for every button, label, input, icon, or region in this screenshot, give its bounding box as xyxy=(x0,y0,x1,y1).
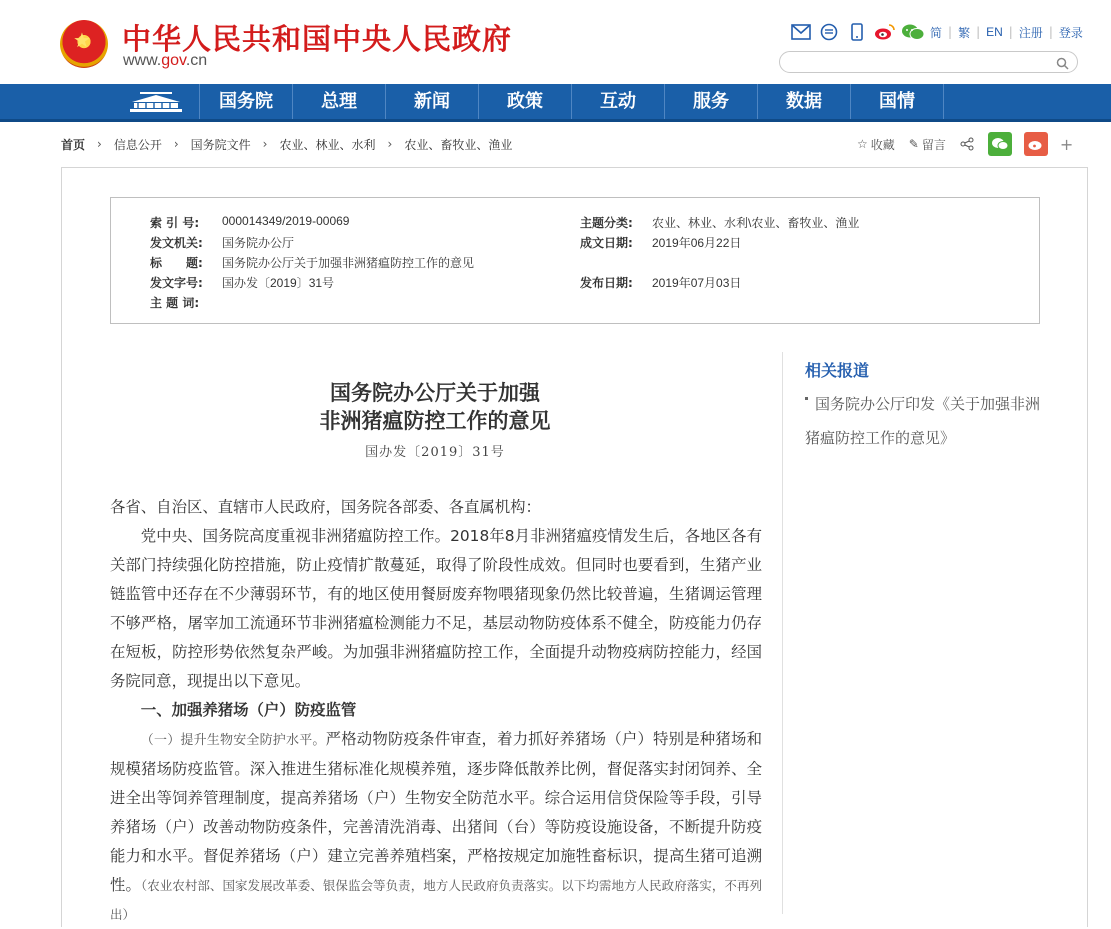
subsection-lead: （一）提升生物安全防护水平。 xyxy=(140,733,326,748)
collect-label: 收藏 xyxy=(870,137,895,152)
meta-date-label: 成文日期: xyxy=(580,236,633,250)
weibo-share-icon[interactable] xyxy=(1024,132,1048,156)
tool-separator: | xyxy=(1008,25,1013,39)
home-nav-icon[interactable] xyxy=(112,84,200,119)
meta-date-value: 2019年06月22日 xyxy=(652,236,742,250)
wechat-share-icon[interactable] xyxy=(988,132,1012,156)
weibo-icon[interactable] xyxy=(874,21,896,43)
nav-item-services[interactable]: 服务 xyxy=(665,84,758,119)
meta-pubdate-row xyxy=(580,274,741,291)
nav-item-news[interactable]: 新闻 xyxy=(386,84,479,119)
breadcrumb-agri-forest-water[interactable]: 农业、林业、水利 xyxy=(279,137,376,152)
lang-english-link[interactable]: EN xyxy=(986,25,1003,39)
article-heading: 一、加强养猪场（户）防疫监管 xyxy=(140,701,357,719)
comment-button[interactable] xyxy=(909,136,946,153)
subsection-text: 严格动物防疫条件审查，着力抓好养猪场（户）特别是种猪场和规模猪场防疫监管。深入推进生猪标准化规模养殖，逐步降低散养比例，督促落实封闭饲养、全进全出等饲养管理制度，提高养猪场（户）生物安全防范水平。综合运用信贷保险等手段，引导养猪场（户）改善动物防疫条件，完善清洗消毒、出猪间（台）等防疫设施设备，不断提升防疫能力和水平。督促养猪场（户）建立完善养殖档案，严格按规定加施牲畜标识，提高生猪可追溯性。 xyxy=(110,730,762,894)
mobile-icon[interactable] xyxy=(846,21,868,43)
responsibility-note: （农业农村部、国家发展改革委、银保监会等负责，地方人民政府负责落实。以下均需地方人民政府落实，不再列出） xyxy=(110,878,762,922)
register-link[interactable]: 注册 xyxy=(1018,25,1043,40)
header-tools xyxy=(790,20,1083,44)
chevron-right-icon: › xyxy=(262,137,268,151)
article-actions xyxy=(857,131,1073,157)
meta-title-row xyxy=(150,254,474,271)
nav-item-policy[interactable]: 政策 xyxy=(479,84,572,119)
related-report-link[interactable]: 国务院办公厅印发《关于加强非洲猪瘟防控工作的意见》 xyxy=(805,395,1041,447)
tool-separator: | xyxy=(976,25,981,39)
login-link[interactable]: 登录 xyxy=(1058,25,1083,40)
sidebar-divider xyxy=(782,352,783,914)
share-icon[interactable] xyxy=(960,137,974,151)
tool-separator: | xyxy=(1048,25,1053,39)
breadcrumb xyxy=(61,136,512,152)
site-url xyxy=(123,52,207,70)
nav-item-national-info[interactable]: 国情 xyxy=(851,84,944,119)
document-metadata xyxy=(110,197,1040,324)
meta-docno-label: 发文字号: xyxy=(150,276,203,290)
nav-list xyxy=(200,84,944,119)
meta-keyword-row xyxy=(150,294,222,311)
breadcrumb-info-disclosure[interactable]: 信息公开 xyxy=(113,137,162,152)
main-nav xyxy=(0,84,1111,122)
article-docno: 国办发〔2019〕31号 xyxy=(365,445,505,460)
meta-title-value: 国务院办公厅关于加强非洲猪瘟防控工作的意见 xyxy=(222,256,475,270)
article-paragraph: 党中央、国务院高度重视非洲猪瘟防控工作。2018年8月非洲猪瘟疫情发生后，各地区各有关部门持续强化防控措施，防止疫情扩散蔓延，取得了阶段性成效。但同时也要看到，生猪产业链监管中还存在不少薄弱环节，有的地区使用餐厨废弃物喂猪现象仍然比较普遍，生猪调运管理不够严格，屠宰加工流通环节非洲猪瘟检测能力不足，基层动物防疫体系不健全，防疫能力仍存在短板，防控形势依然复杂严峻。为加强非洲猪瘟防控工作，全面提升动物疫病防控能力，经国务院同意，现提出以下意见。 xyxy=(110,527,762,690)
meta-issuer-row xyxy=(150,234,294,251)
nav-item-interaction[interactable]: 互动 xyxy=(572,84,665,119)
breadcrumb-state-council-docs[interactable]: 国务院文件 xyxy=(190,137,251,152)
breadcrumb-agri-livestock-fishery[interactable]: 农业、畜牧业、渔业 xyxy=(404,137,513,152)
chevron-right-icon: › xyxy=(97,137,102,151)
article-title xyxy=(110,379,760,435)
url-prefix: www. xyxy=(123,52,162,69)
article-title-line2: 非洲猪瘟防控工作的意见 xyxy=(319,408,551,433)
nav-item-premier[interactable]: 总理 xyxy=(293,84,386,119)
meta-title-label: 标 题: xyxy=(150,256,203,270)
url-main: gov xyxy=(161,52,186,69)
meta-topic-value: 农业、林业、水利\农业、畜牧业、渔业 xyxy=(652,216,860,230)
meta-index-label: 索 引 号: xyxy=(150,216,200,230)
meta-index-value: 000014349/2019-00069 xyxy=(222,214,350,228)
article-paragraph xyxy=(110,725,762,929)
url-suffix: .cn xyxy=(185,52,208,69)
article-title-line1: 国务院办公厅关于加强 xyxy=(330,380,540,405)
related-reports-title: 相关报道 xyxy=(805,361,870,380)
related-report-item[interactable] xyxy=(805,387,1045,455)
lang-traditional-link[interactable]: 繁 xyxy=(958,25,971,40)
message-icon[interactable] xyxy=(818,21,840,43)
chevron-right-icon: › xyxy=(173,137,179,151)
tool-separator: | xyxy=(948,25,953,39)
search-input[interactable] xyxy=(790,53,1050,73)
article-salutation: 各省、自治区、直辖市人民政府，国务院各部委、各直属机构： xyxy=(110,498,541,516)
mail-icon[interactable] xyxy=(790,21,812,43)
meta-topic-label: 主题分类: xyxy=(580,216,633,230)
meta-keyword-label: 主 题 词: xyxy=(150,296,200,310)
collect-button[interactable] xyxy=(857,136,895,153)
meta-issuer-value: 国务院办公厅 xyxy=(222,236,295,250)
wechat-icon[interactable] xyxy=(902,21,924,43)
site-header xyxy=(0,0,1111,84)
more-share-icon[interactable]: + xyxy=(1059,134,1074,154)
site-title[interactable]: 中华人民共和国中央人民政府 xyxy=(122,22,513,56)
lang-simplified-link[interactable]: 简 xyxy=(930,25,943,40)
search-box xyxy=(779,51,1078,73)
meta-topic-row xyxy=(580,214,859,231)
nav-item-state-council[interactable]: 国务院 xyxy=(200,84,293,119)
meta-issuer-label: 发文机关: xyxy=(150,236,203,250)
breadcrumb-home[interactable]: 首页 xyxy=(61,137,86,152)
meta-docno-row xyxy=(150,274,334,291)
bullet-icon xyxy=(805,397,808,400)
meta-pubdate-label: 发布日期: xyxy=(580,276,633,290)
national-emblem-icon[interactable]: ★ xyxy=(60,20,108,68)
article-body xyxy=(110,493,762,929)
comment-label: 留言 xyxy=(921,137,946,152)
search-icon[interactable] xyxy=(1056,55,1069,74)
meta-index-row xyxy=(150,214,349,231)
star-icon: ☆ xyxy=(857,137,868,151)
pencil-icon: ✎ xyxy=(908,137,919,151)
chevron-right-icon: › xyxy=(387,137,393,151)
related-reports-list xyxy=(805,387,1045,455)
meta-docno-value: 国办发〔2019〕31号 xyxy=(222,276,335,290)
meta-date-row xyxy=(580,234,741,251)
meta-pubdate-value: 2019年07月03日 xyxy=(652,276,742,290)
nav-item-data[interactable]: 数据 xyxy=(758,84,851,119)
